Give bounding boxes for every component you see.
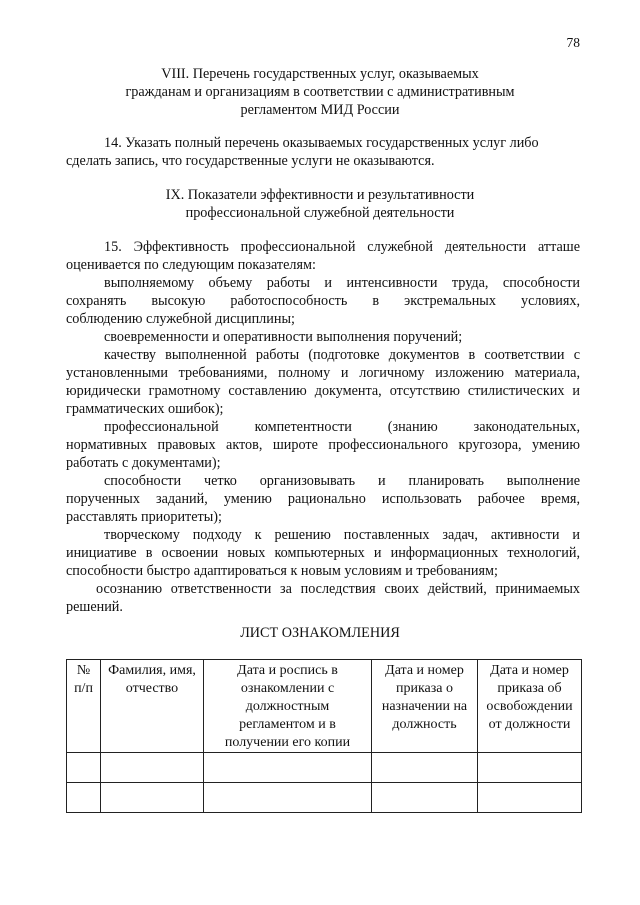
table-row [67, 783, 582, 813]
table-cell[interactable] [478, 753, 582, 783]
section-8-title-line: гражданам и организациям в соответствии с административным [125, 84, 515, 101]
table-row [67, 753, 582, 783]
item-15-line: работать с документами); [66, 455, 221, 471]
page-number: 78 [566, 35, 580, 50]
column-header-number: № п/п [67, 660, 101, 753]
item-15-line: профессиональной компетентности (знанию законодательных, [104, 419, 580, 435]
table-cell[interactable] [478, 783, 582, 813]
item-15-line: выполняемому объему работы и интенсивности труда, способности [104, 275, 580, 291]
item-15-line: нормативных правовых актов, широте профессионального кругозора, умению [66, 437, 580, 453]
item-15-line: творческому подходу к решению поставленных задач, активности и [104, 527, 580, 543]
item-15-line: способности быстро адаптироваться к новым условиям и требованиям; [66, 563, 498, 579]
item-15-line: установленными требованиями, полному и логичному изложению материала, [66, 365, 580, 381]
acquaintance-table [66, 659, 582, 813]
column-header-full-name: Фамилия, имя, отчество [101, 660, 204, 753]
table-header-row [67, 660, 582, 753]
section-8-title-line: регламентом МИД России [240, 102, 400, 119]
table-cell[interactable] [204, 753, 372, 783]
table-cell[interactable] [101, 783, 204, 813]
section-9-title-line: IX. Показатели эффективности и результативности [165, 187, 475, 203]
item-15-line: юридически грамотному составлению документа, отсутствию стилистических и [66, 383, 580, 399]
column-header-dismissal-order: Дата и номер приказа об освобождении от должности [478, 660, 582, 753]
section-8-title [60, 65, 580, 120]
item-15-line: качеству выполненной работы (подготовке документов в соответствии с [104, 347, 580, 363]
item-14-line: сделать запись, что государственные услуги не оказываются. [66, 153, 435, 169]
table-cell[interactable] [67, 783, 101, 813]
section-9-title [60, 186, 580, 222]
item-15-line: своевременности и оперативности выполнения поручений; [104, 329, 463, 345]
table-cell[interactable] [372, 753, 478, 783]
table-cell[interactable] [101, 753, 204, 783]
item-15-line: соблюдению служебной дисциплины; [66, 311, 295, 327]
item-15-line: осознанию ответственности за последствия своих действий, принимаемых [96, 581, 580, 597]
section-9-title-line: профессиональной служебной деятельности [185, 205, 455, 222]
item-15-line: способности четко организовывать и планировать выполнение [104, 473, 580, 489]
item-15-line: порученных заданий, умению рационально использовать рабочее время, [66, 491, 580, 507]
item-15-line: оценивается по следующим показателям: [66, 257, 316, 273]
column-header-appointment-order: Дата и номер приказа о назначении на должность [372, 660, 478, 753]
item-15-line: инициативе в освоении новых компьютерных и информационных технологий, [66, 545, 580, 561]
table-cell[interactable] [67, 753, 101, 783]
item-15-line: сохранять высокую работоспособность в экстремальных условиях, [66, 293, 580, 309]
item-15-line: 15. Эффективность профессиональной служебной деятельности атташе [104, 239, 580, 255]
section-8-title-line: VIII. Перечень государственных услуг, оказываемых [161, 66, 479, 82]
item-15-line: грамматических ошибок); [66, 401, 224, 417]
item-15-line: расставлять приоритеты); [66, 509, 222, 525]
table-cell[interactable] [372, 783, 478, 813]
column-header-signature-date: Дата и роспись в ознакомлении с должностным регламентом и в получении его копии [204, 660, 372, 753]
item-14-line: 14. Указать полный перечень оказываемых государственных услуг либо [104, 135, 539, 151]
item-15-line: решений. [66, 599, 123, 615]
table-cell[interactable] [204, 783, 372, 813]
acquaintance-sheet-title: ЛИСТ ОЗНАКОМЛЕНИЯ [240, 625, 400, 641]
